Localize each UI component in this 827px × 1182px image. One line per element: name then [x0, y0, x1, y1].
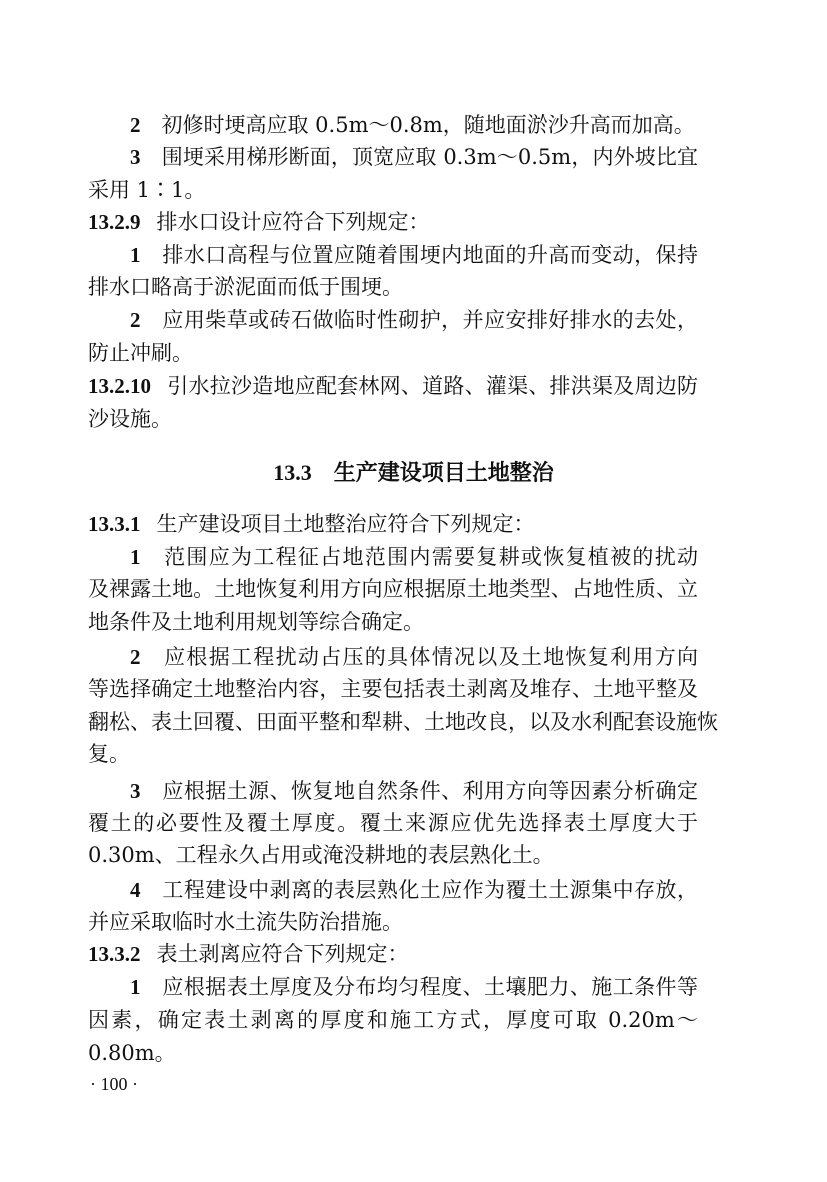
item-1-outlet: 1 排水口高程与位置应随着围埂内地面的升高而变动，保持 — [130, 243, 699, 267]
section-heading: 13.3 生产建设项目土地整治 — [273, 460, 554, 486]
item-2-outlet-protection: 2 应用柴草或砖石做临时性砌护，并应安排好排水的去处， — [130, 308, 699, 332]
item-4-topsoil-storage-line-2: 并应采取临时水土流失防治措施。 — [88, 910, 403, 934]
item-1-scope-line-2: 及裸露土地。土地恢复利用方向应根据原土地类型、占地性质、立 — [88, 577, 698, 601]
item-1-outlet-continuation: 排水口略高于淤泥面而低于围埂。 — [88, 275, 403, 299]
item-3-continuation: 采用 1∶1。 — [88, 178, 206, 202]
clause-13-3-1: 13.3.1 生产建设项目土地整治应符合下列规定： — [88, 512, 535, 536]
clause-13-2-10-continuation: 沙设施。 — [88, 407, 172, 431]
item-2-content-line-4: 复。 — [88, 742, 130, 766]
item-1-stripping-line-2: 因素，确定表土剥离的厚度和施工方式，厚度可取 0.20m～ — [88, 1008, 698, 1032]
clause-13-2-10: 13.2.10 引水拉沙造地应配套林网、道路、灌渠、排洪渠及周边防 — [88, 374, 698, 398]
item-1-scope: 1 范围应为工程征占地范围内需要复耕或恢复植被的扰动 — [130, 545, 699, 569]
item-3-topsoil-source: 3 应根据土源、恢复地自然条件、利用方向等因素分析确定 — [130, 779, 699, 803]
item-1-stripping-line-3: 0.80m。 — [88, 1041, 176, 1065]
item-2-content: 2 应根据工程扰动占压的具体情况以及土地恢复利用方向 — [130, 645, 699, 669]
clause-13-2-9: 13.2.9 排水口设计应符合下列规定： — [88, 210, 430, 234]
item-2-dike-height: 2 初修时埂高应取 0.5m～0.8m，随地面淤沙升高而加高。 — [130, 113, 695, 137]
item-2-content-line-2: 等选择确定土地整治内容，主要包括表土剥离及堆存、土地平整及 — [88, 677, 698, 701]
item-1-stripping: 1 应根据表土厚度及分布均匀程度、土壤肥力、施工条件等 — [130, 975, 699, 999]
item-3-dike-section: 3 围埂采用梯形断面，顶宽应取 0.3m～0.5m，内外坡比宜 — [130, 145, 699, 169]
clause-13-3-2: 13.3.2 表土剥离应符合下列规定： — [88, 942, 409, 966]
item-3-topsoil-source-line-3: 0.30m、工程永久占用或淹没耕地的表层熟化土。 — [88, 843, 554, 867]
item-4-topsoil-storage: 4 工程建设中剥离的表层熟化土应作为覆土土源集中存放， — [130, 878, 699, 902]
item-3-topsoil-source-line-2: 覆土的必要性及覆土厚度。覆土来源应优先选择表土厚度大于 — [88, 811, 698, 835]
page-number: · 100 · — [90, 1074, 138, 1094]
item-1-scope-line-3: 地条件及土地利用规划等综合确定。 — [88, 610, 424, 634]
item-2-content-line-3: 翻松、表土回覆、田面平整和犁耕、土地改良，以及水利配套设施恢 — [88, 710, 718, 734]
item-2-outlet-continuation: 防止冲刷。 — [88, 341, 193, 365]
